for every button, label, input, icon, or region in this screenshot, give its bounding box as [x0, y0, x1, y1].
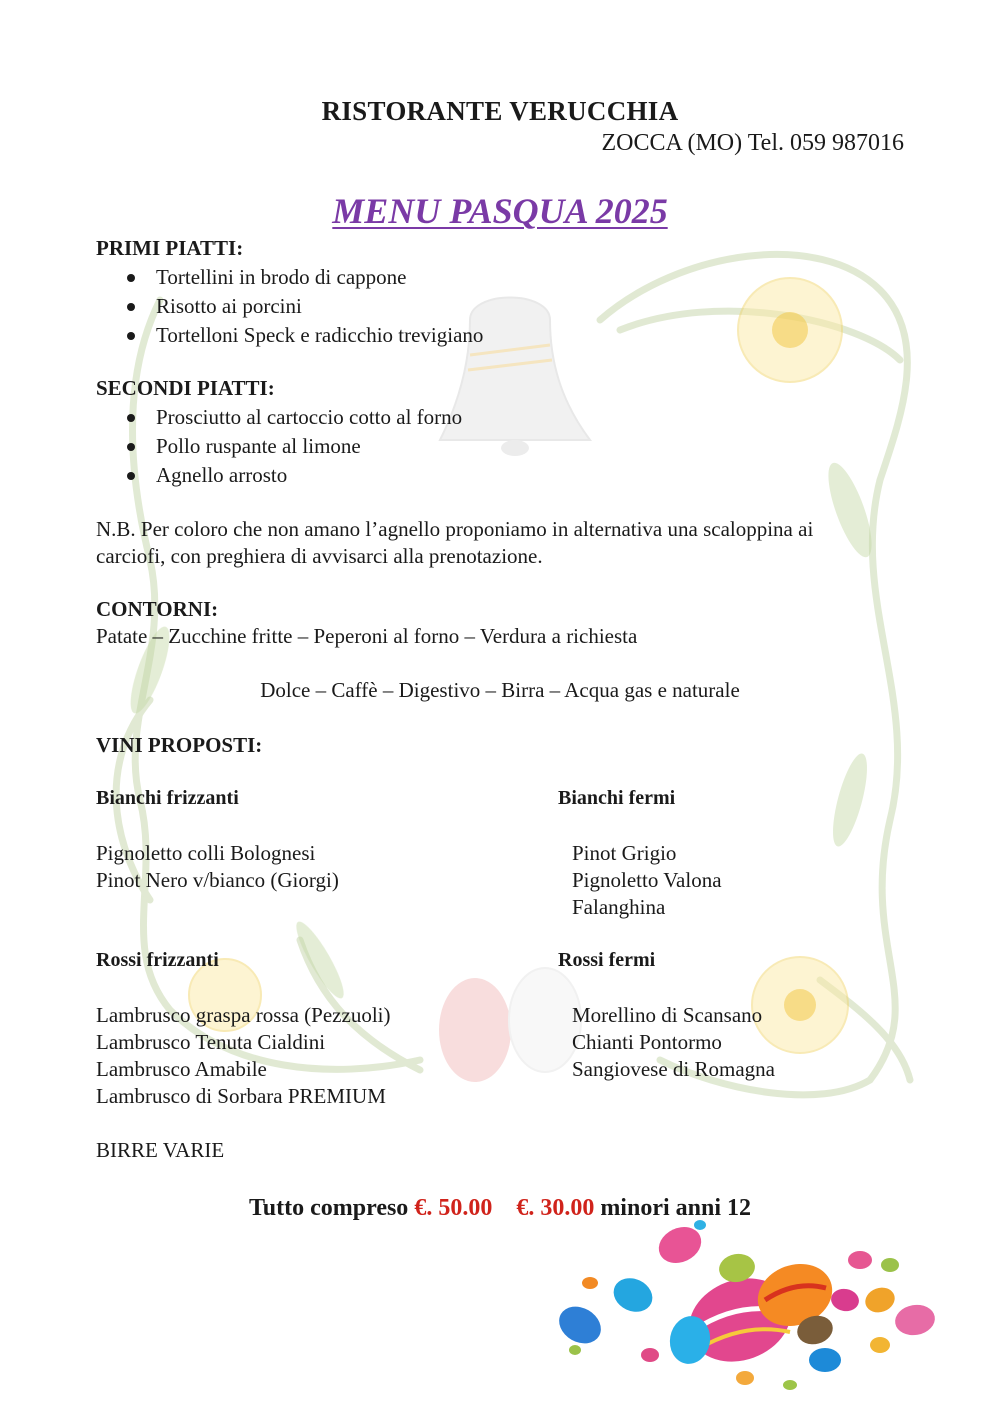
bianchi-fermi-list — [572, 840, 722, 921]
list-item: Pignoletto Valona — [572, 868, 722, 892]
vini-heading: VINI PROPOSTI: — [96, 733, 263, 757]
price-prefix: Tutto compreso — [248, 1195, 409, 1221]
note-line: carciofi, con preghiera di avvisarci alla prenotazione. — [96, 544, 543, 568]
list-item: Chianti Pontormo — [572, 1030, 722, 1054]
list-item: Morellino di Scansano — [572, 1003, 763, 1027]
restaurant-contact: ZOCCA (MO) Tel. 059 987016 — [601, 130, 904, 156]
list-item: Pignoletto colli Bolognesi — [96, 841, 316, 865]
list-item: Lambrusco Tenuta Cialdini — [96, 1030, 326, 1054]
price-line — [0, 1195, 1000, 1222]
list-item: Agnello arrosto — [96, 461, 462, 490]
price-adult: €. 50.00 — [414, 1195, 493, 1221]
list-item: Sangiovese di Romagna — [572, 1057, 775, 1081]
list-item: Lambrusco graspa rossa (Pezzuoli) — [96, 1003, 391, 1027]
list-item: Pinot Grigio — [572, 841, 677, 865]
list-item: Lambrusco Amabile — [96, 1057, 267, 1081]
menu-title: MENU PASQUA 2025 — [332, 191, 668, 231]
note-line: N.B. Per coloro che non amano l’agnello proponiamo in alternativa una scaloppina ai — [96, 517, 814, 541]
contorni-heading: CONTORNI: — [96, 597, 219, 621]
secondi-heading: SECONDI PIATTI: — [96, 376, 275, 400]
restaurant-name: RISTORANTE VERUCCHIA — [321, 96, 679, 126]
bianchi-fermi-title: Bianchi fermi — [558, 787, 676, 809]
rossi-frizzanti-title: Rossi frizzanti — [96, 949, 219, 971]
list-item: Prosciutto al cartoccio cotto al forno — [96, 403, 462, 432]
bianchi-frizzanti-title: Bianchi frizzanti — [96, 787, 239, 809]
price-suffix: minori anni 12 — [600, 1195, 752, 1221]
primi-heading: PRIMI PIATTI: — [96, 236, 244, 260]
primi-list — [96, 263, 483, 350]
rossi-fermi-title: Rossi fermi — [558, 949, 656, 971]
list-item: Falanghina — [572, 895, 666, 919]
list-item: Lambrusco di Sorbara PREMIUM — [96, 1084, 386, 1108]
birre-line: BIRRE VARIE — [96, 1138, 225, 1162]
contorni-text: Patate – Zucchine fritte – Peperoni al forno – Verdura a richiesta — [96, 624, 638, 648]
extras-line: Dolce – Caffè – Digestivo – Birra – Acqua gas e naturale — [260, 678, 740, 702]
list-item: Pinot Nero v/bianco (Giorgi) — [96, 868, 339, 892]
price-minor: €. 30.00 — [516, 1195, 595, 1221]
secondi-list — [96, 403, 462, 490]
note — [96, 516, 813, 570]
list-item: Tortelloni Speck e radicchio trevigiano — [96, 321, 483, 350]
list-item: Risotto ai porcini — [96, 292, 483, 321]
rossi-frizzanti-list — [96, 1002, 390, 1110]
list-item: Tortellini in brodo di cappone — [96, 263, 483, 292]
bianchi-frizzanti-list — [96, 840, 339, 894]
rossi-fermi-list — [572, 1002, 775, 1083]
list-item: Pollo ruspante al limone — [96, 432, 462, 461]
